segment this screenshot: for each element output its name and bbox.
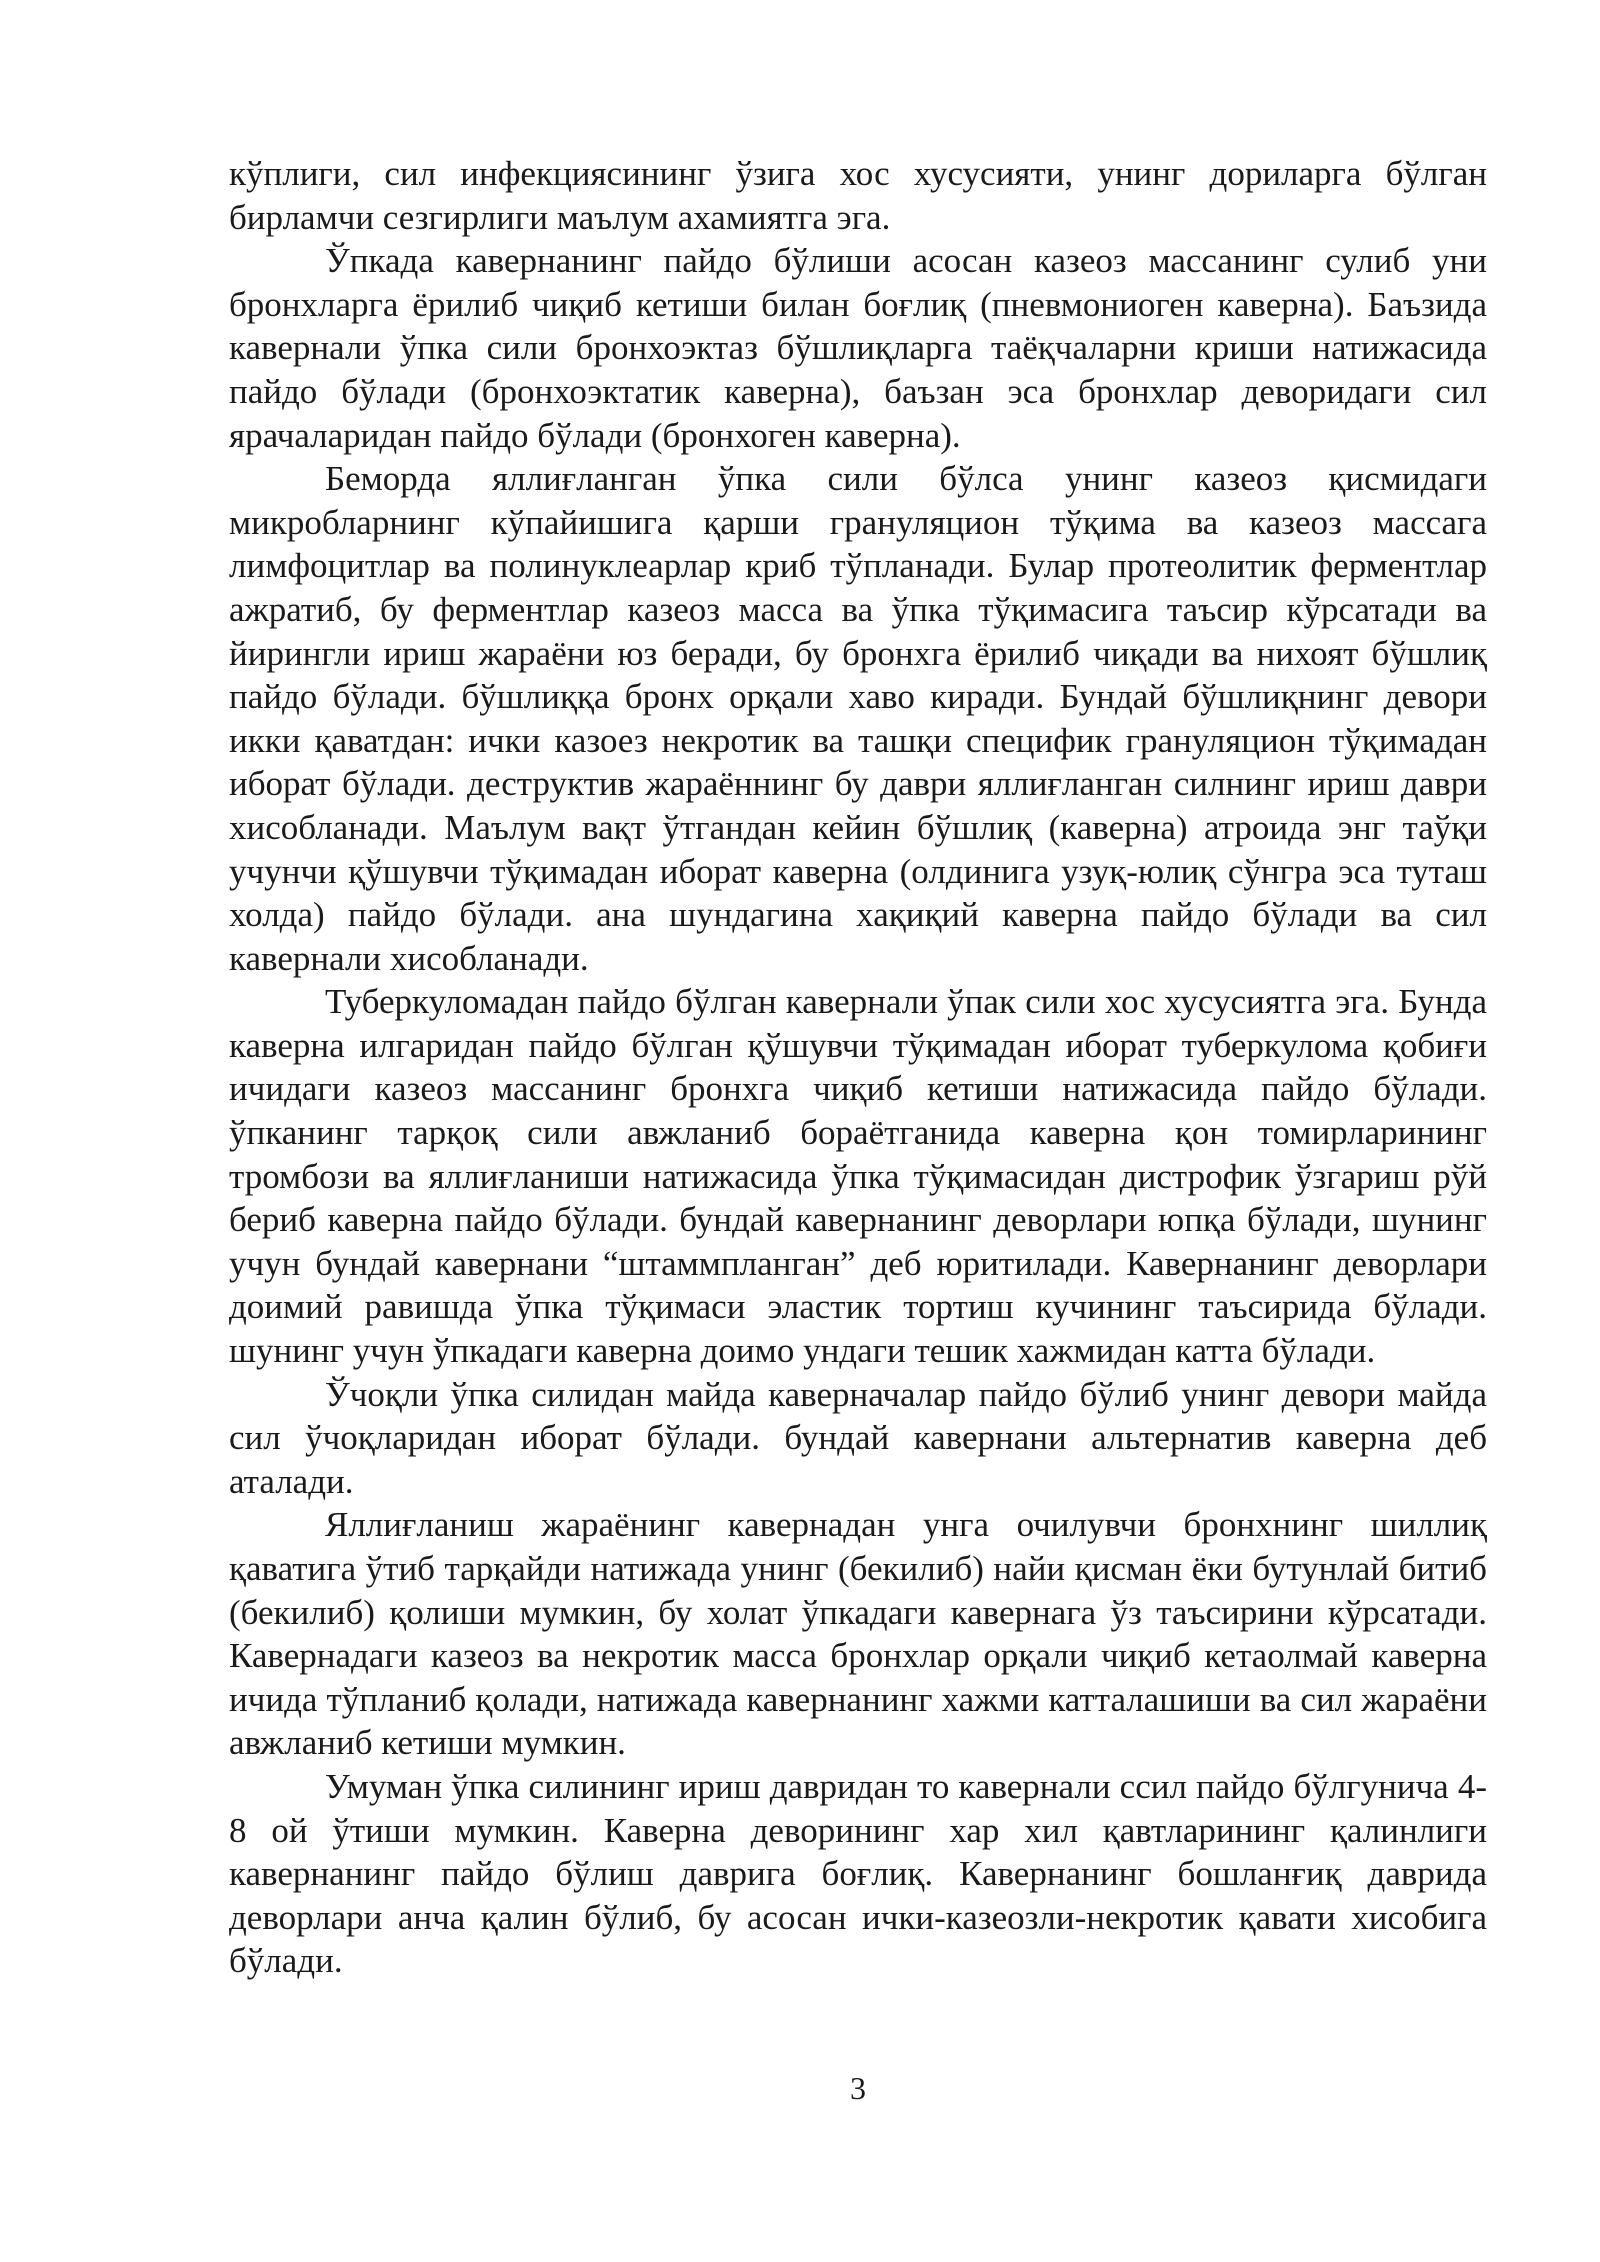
- document-body: [229, 152, 1487, 1983]
- paragraph-3: Беморда яллиғланган ўпка сили бўлса унинг казеоз қисмидаги микробларнинг кўпайишига қарши грануляцион тўқима ва казеоз массага лимфоцитлар ва полинуклеарлар криб тўпланади. Булар протеолитик ферментлар ажратиб, бу ферментлар казеоз масса ва ўпка тўқимасига таъсир кўрсатади ва йирингли ириш жараёни юз беради, бу бронхга ёрилиб чиқади ва нихоят бўшлиқ пайдо бўлади. бўшлиққа бронх орқали хаво киради. Бундай бўшлиқнинг девори икки қаватдан: ички казоез некротик ва ташқи специфик грануляцион тўқимадан иборат бўлади. деструктив жараённинг бу даври яллиғланган силнинг ириш даври хисобланади. Маълум вақт ўтгандан кейин бўшлиқ (каверна) атроида энг таўқи учунчи қўшувчи тўқимадан иборат каверна (олдинига узуқ-юлиқ сўнгра эса туташ холда) пайдо бўлади. ана шундагина хақиқий каверна пайдо бўлади ва сил кавернали хисобланади.: [229, 459, 1487, 978]
- page-number: 3: [850, 2070, 866, 2106]
- paragraph-6: Яллиғланиш жараёнинг кавернадан унга очилувчи бронхнинг шиллиқ қаватига ўтиб тарқайди натижада унинг (бекилиб) найи қисман ёки бутунлай битиб (бекилиб) қолиши мумкин, бу холат ўпкадаги кавернага ўз таъсирини кўрсатади. Кавернадаги казеоз ва некротик масса бронхлар орқали чиқиб кетаолмай каверна ичида тўпланиб қолади, натижада кавернанинг хажми катталашиши ва сил жараёни авжланиб кетиши мумкин.: [229, 1505, 1487, 1763]
- paragraph-4: Туберкуломадан пайдо бўлган кавернали ўпак сили хос хусусиятга эга. Бунда каверна илгаридан пайдо бўлган қўшувчи тўқимадан иборат туберкулома қобиғи ичидаги казеоз массанинг бронхга чиқиб кетиши натижасида пайдо бўлади. ўпканинг тарқоқ сили авжланиб бораётганида каверна қон томирларининг тромбози ва яллиғланиши натижасида ўпка тўқимасидан дистрофик ўзгариш рўй бериб каверна пайдо бўлади. бундай кавернанинг деворлари юпқа бўлади, шунинг учун бундай кавернани “штаммпланган” деб юритилади. Кавернанинг деворлари доимий равишда ўпка тўқимаси эластик тортиш кучининг таъсирида бўлади. шунинг учун ўпкадаги каверна доимо ундаги тешик хажмидан катта бўлади.: [229, 982, 1487, 1371]
- paragraph-7: Умуман ўпка силининг ириш давридан то кавернали ссил пайдо бўлгунича 4-8 ой ўтиши мумкин. Каверна деворининг хар хил қавтларининг қалинлиги кавернанинг пайдо бўлиш даврига боғлиқ. Кавернанинг бошланғиқ даврида деворлари анча қалин бўлиб, бу асосан ички-казеозли-некротик қавати хисобига бўлади.: [229, 1766, 1487, 1981]
- paragraph-1: кўплиги, сил инфекциясининг ўзига хос хусусияти, унинг дориларга бўлган бирламчи сезгирлиги маълум ахамиятга эга.: [229, 154, 1487, 237]
- paragraph-5: Ўчоқли ўпка силидан майда каверначалар пайдо бўлиб унинг девори майда сил ўчоқларидан иборат бўлади. бундай кавернани альтернатив каверна деб аталади.: [229, 1374, 1487, 1501]
- paragraph-2: Ўпкада кавернанинг пайдо бўлиши асосан казеоз массанинг сулиб уни бронхларга ёрилиб чиқиб кетиши билан боғлиқ (пневмониоген каверна). Баъзида кавернали ўпка сили бронхоэктаз бўшлиқларга таёқчаларни криши натижасида пайдо бўлади (бронхоэктатик каверна), баъзан эса бронхлар деворидаги сил ярачаларидан пайдо бўлади (бронхоген каверна).: [229, 241, 1487, 455]
